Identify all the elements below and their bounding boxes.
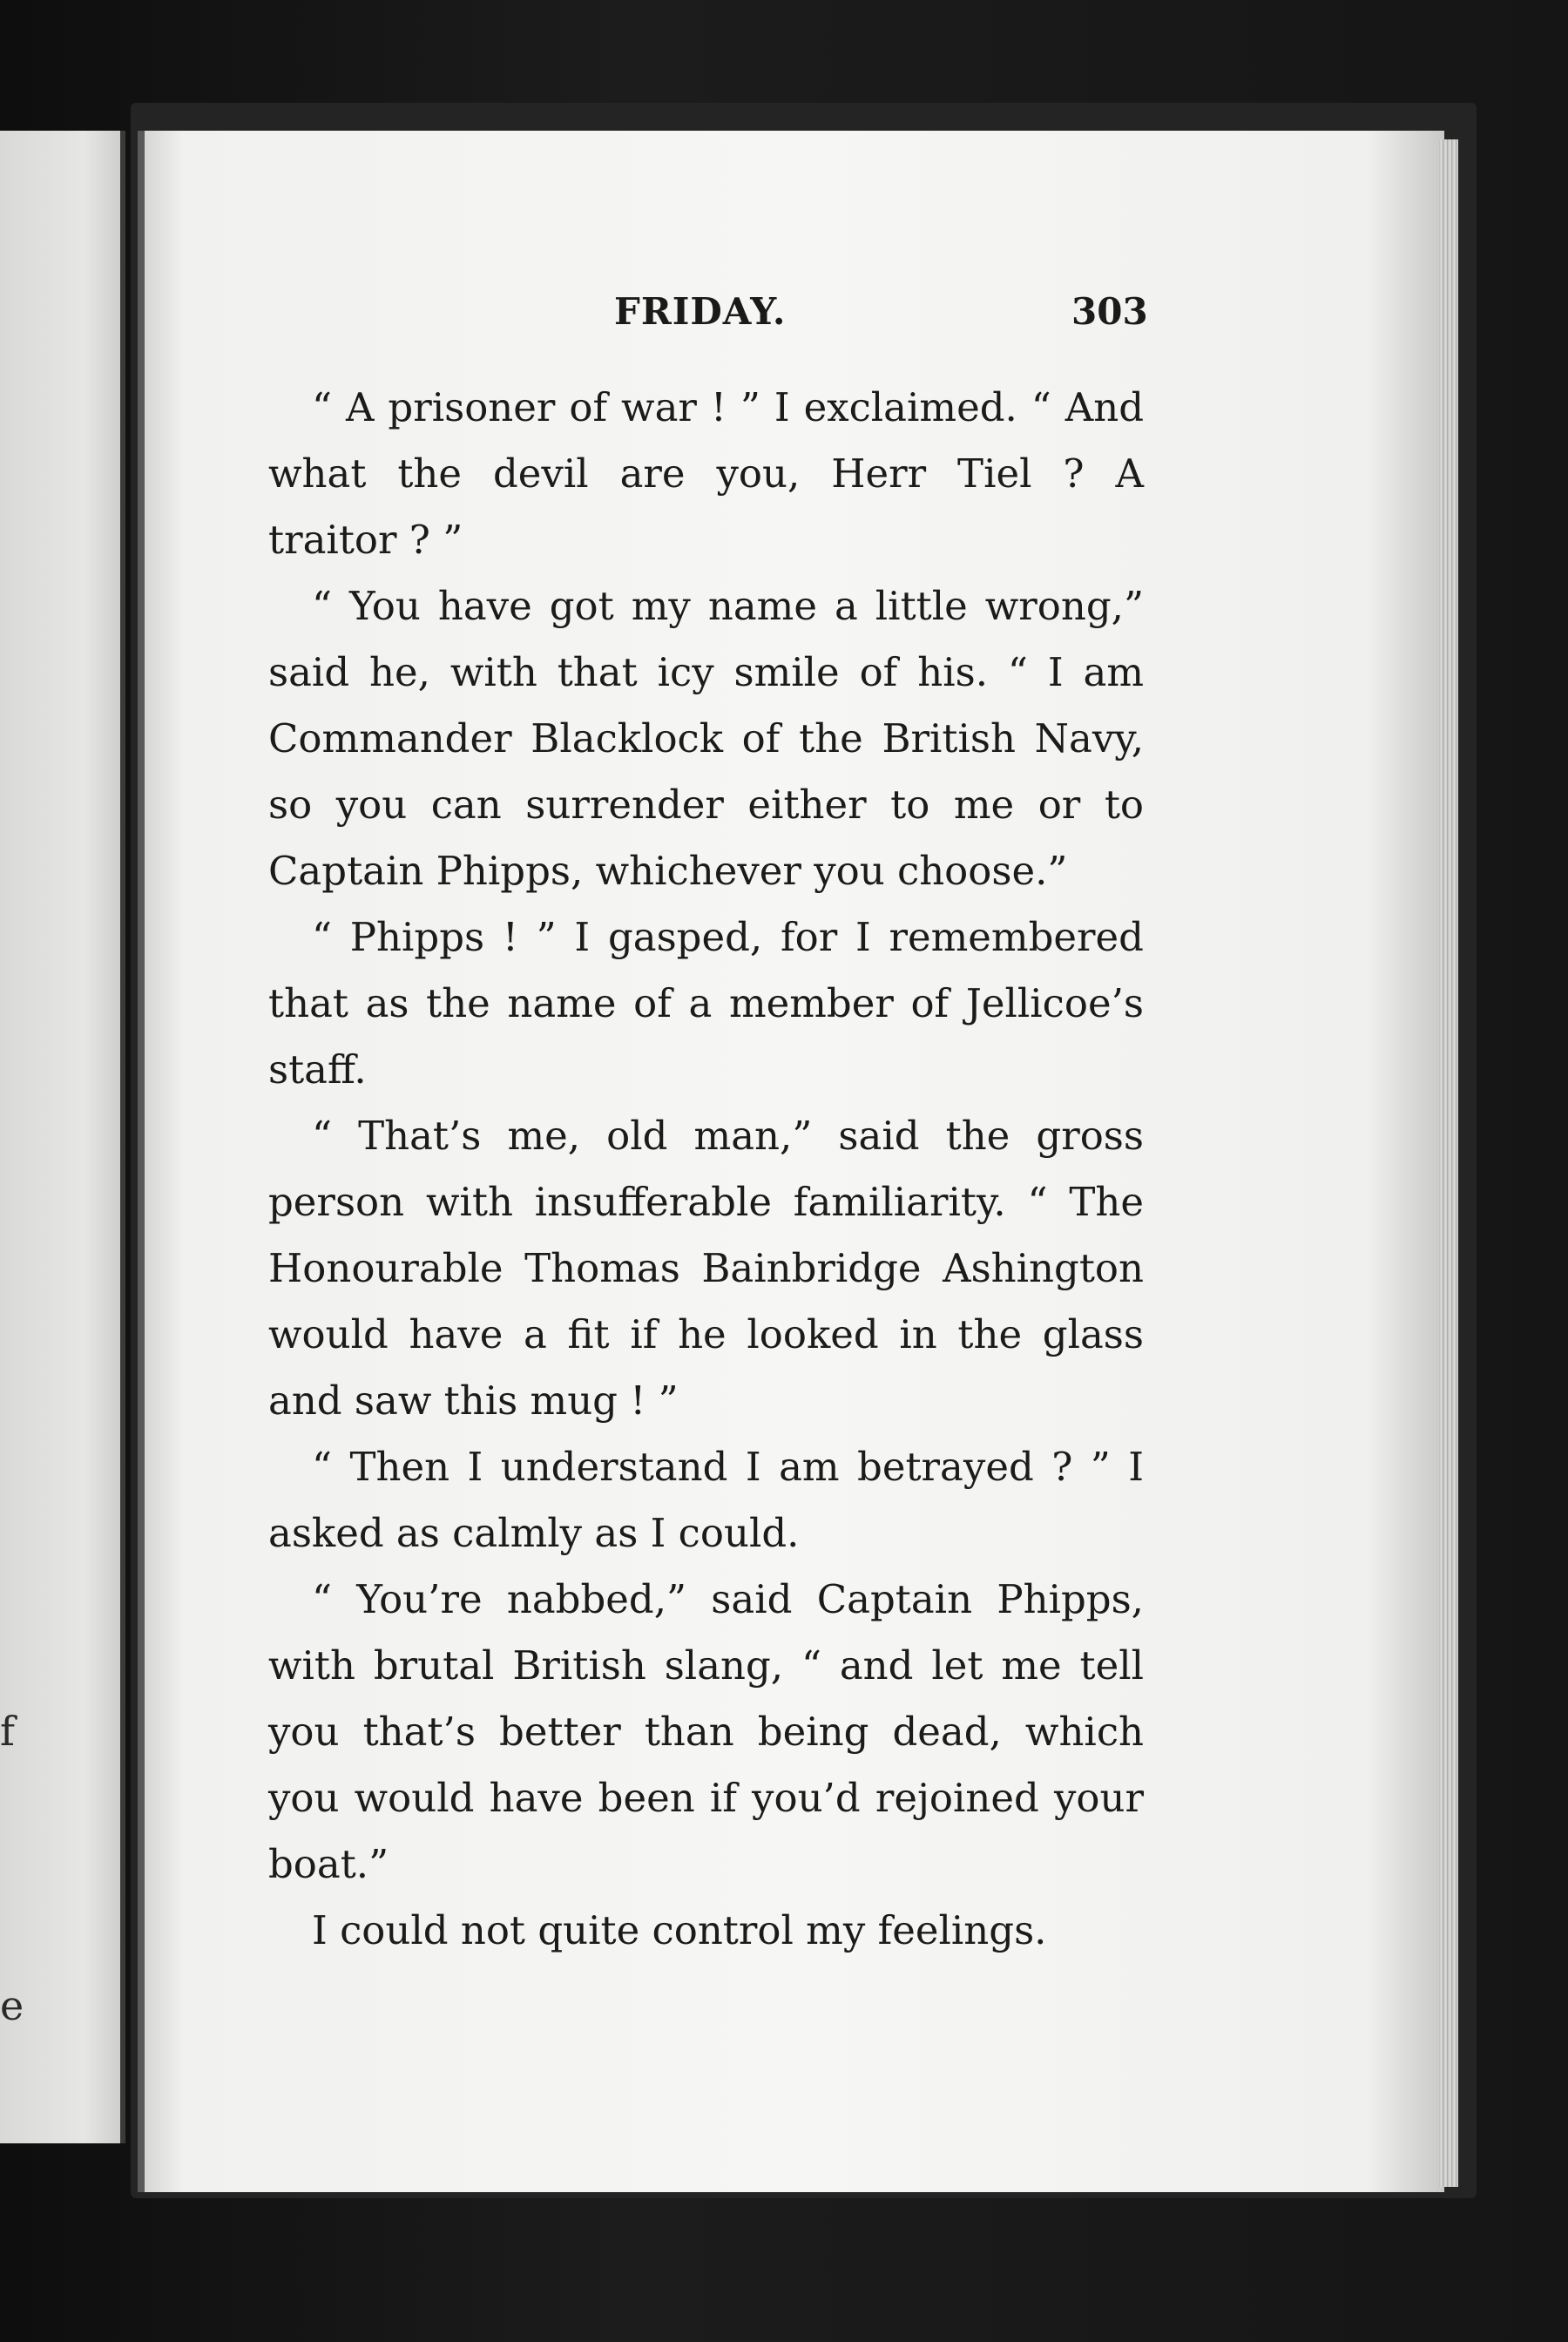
page-number: 303	[1071, 290, 1148, 333]
text-line: person with insufferable familiarity. “ The	[268, 1179, 1144, 1225]
text-line: “ Then I understand I am betrayed ? ” I	[312, 1444, 1144, 1490]
left-page-fragment: f	[0, 1708, 16, 1755]
text-line: said he, with that icy smile of his. “ I am	[268, 649, 1144, 695]
text-line: would have a fit if he looked in the glass	[268, 1311, 1144, 1357]
text-line: Captain Phipps, whichever you choose.”	[268, 848, 1068, 894]
left-page-edge	[0, 131, 125, 2143]
text-line: I could not quite control my feelings.	[312, 1907, 1047, 1953]
text-line: staff.	[268, 1046, 367, 1093]
text-line: Honourable Thomas Bainbridge Ashington	[268, 1245, 1144, 1291]
text-line: you would have been if you’d rejoined your	[268, 1775, 1144, 1821]
left-page-fragment: e	[0, 1982, 24, 2029]
text-line: “ Phipps ! ” I gasped, for I remembered	[312, 914, 1144, 960]
text-line: and saw this mug ! ”	[268, 1377, 679, 1424]
text-line: “ A prisoner of war ! ” I exclaimed. “ And	[312, 384, 1144, 430]
text-line: “ You’re nabbed,” said Captain Phipps,	[312, 1576, 1144, 1622]
text-line: so you can surrender either to me or to	[268, 782, 1144, 828]
text-line: asked as calmly as I could.	[268, 1510, 800, 1556]
text-line: Commander Blacklock of the British Navy,	[268, 715, 1144, 761]
text-line: you that’s better than being dead, which	[268, 1709, 1144, 1755]
text-line: that as the name of a member of Jellicoe’s	[268, 980, 1144, 1026]
text-line: traitor ? ”	[268, 517, 463, 563]
text-line: boat.”	[268, 1841, 389, 1887]
text-line: “ You have got my name a little wrong,”	[312, 583, 1144, 629]
text-line: what the devil are you, Herr Tiel ? A	[268, 450, 1144, 497]
body-text	[268, 375, 1144, 1964]
text-line: “ That’s me, old man,” said the gross	[312, 1113, 1144, 1159]
page-stack-edge	[1439, 139, 1458, 2187]
text-line: with brutal British slang, “ and let me tell	[268, 1642, 1144, 1689]
running-head: FRIDAY.	[614, 290, 787, 333]
